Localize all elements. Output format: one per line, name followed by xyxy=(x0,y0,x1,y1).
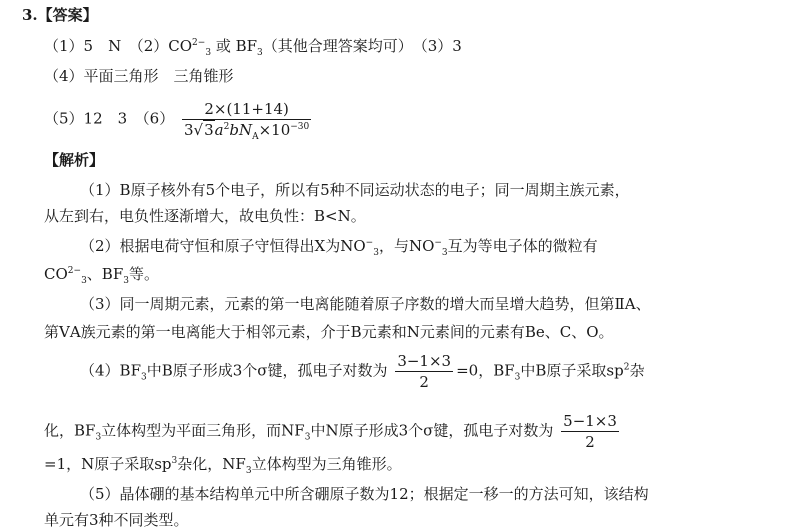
answer-q2-sup: 2− xyxy=(192,38,206,48)
den-a-exponent: 2 xyxy=(223,122,230,132)
p4-l3-sup: 3 xyxy=(171,456,178,466)
analysis-p4-line2 xyxy=(44,412,622,451)
p4-l3-text-c: 立体构型为三角锥形。 xyxy=(251,455,402,473)
p4-text-a: （4）BF xyxy=(80,361,141,380)
p4-text-c: =0，BF xyxy=(456,361,515,380)
p4-text-e: 杂 xyxy=(629,361,645,380)
analysis-p5-line1: （5）晶体硼的基本结构单元中所含硼原子数为12；根据定一移一的方法可知，该结构 xyxy=(80,485,649,503)
answer-q2-bf-sub: 3 xyxy=(257,48,263,58)
p4-text-b: 中B原子形成3个σ键，孤电子对数为 xyxy=(146,361,388,380)
p4-l2-sub-2: 3 xyxy=(304,432,311,443)
den-b-na: bN xyxy=(229,121,253,139)
den-sqrt-arg: 3 xyxy=(204,121,214,139)
p2-l2-sub-2: 3 xyxy=(123,276,129,286)
p4-fraction-1 xyxy=(395,352,453,391)
p4-l2-text-a: 化，BF xyxy=(44,421,96,440)
analysis-p3-line2: 第ⅤA族元素的第一电离能大于相邻元素，介于B元素和N元素间的元素有Be、C、O。 xyxy=(44,323,614,341)
analysis-p5-line2: 单元有3种不同类型。 xyxy=(44,511,189,529)
p2-text-c: 互为等电子体的微粒有 xyxy=(447,237,598,255)
answer-header: 3.【答案】 xyxy=(22,6,98,24)
p4-sub-2: 3 xyxy=(514,372,521,383)
analysis-p4-line3 xyxy=(44,454,402,474)
p4-sub-1: 3 xyxy=(140,372,147,383)
p2-l2-sub: 3 xyxy=(81,276,87,286)
answer-line-1 xyxy=(44,36,462,56)
p4-l2-text-c: 中N原子形成3个σ键，孤电子对数为 xyxy=(310,421,554,440)
p2-sup-1: − xyxy=(365,238,374,248)
answer-q2-sub: 3 xyxy=(205,48,212,58)
p4-l2-sub: 3 xyxy=(95,432,102,443)
answer-q1-text: （1）5 N （2）CO xyxy=(44,37,193,55)
p4-l3-sub: 3 xyxy=(245,466,252,476)
analysis-p2-line2 xyxy=(44,264,159,284)
answer-q56-text: （5）12 3 （6） xyxy=(44,109,175,128)
fraction-denominator: $3√3a^2bN_A\times 10^{-30}$ xyxy=(184,121,310,142)
p2-l2-sup: 2− xyxy=(67,266,82,276)
den-na-sub: A xyxy=(252,132,259,142)
fraction-numerator: 3−1×3 xyxy=(397,352,452,370)
answer-q6-fraction xyxy=(182,100,311,142)
den-coefficient: 3 xyxy=(184,121,194,139)
analysis-p1-line1: （1）B原子核外有5个电子，所以有5种不同运动状态的电子；同一周期主族元素， xyxy=(80,181,630,199)
p2-text-b: ，与NO xyxy=(378,237,435,255)
p2-sup-2: − xyxy=(434,238,442,248)
fraction-numerator: 5−1×3 xyxy=(563,412,617,430)
fraction-denominator: 2 xyxy=(419,373,429,391)
fraction-numerator: 2×(11+14) xyxy=(182,100,311,120)
p4-fraction-2 xyxy=(561,412,619,451)
p2-l2-text-c: 等。 xyxy=(128,265,159,283)
p2-sub-1: 3 xyxy=(373,248,379,258)
analysis-p4-line1 xyxy=(80,352,644,391)
p2-text-a: （2）根据电荷守恒和原子守恒得出X为NO xyxy=(80,237,366,255)
den-times-ten: ×10 xyxy=(258,121,291,139)
p4-text-d: 中B原子采取sp xyxy=(520,361,624,380)
answer-line-4: （4）平面三角形 三角锥形 xyxy=(44,67,234,85)
analysis-p3-line1: （3）同一周期元素，元素的第一电离能随着原子序数的增大而呈增大趋势，但第ⅡA、 xyxy=(80,295,651,313)
p4-l3-text-a: =1，N原子采取sp xyxy=(44,455,172,473)
analysis-p2-line1 xyxy=(80,236,598,256)
p2-l2-text-a: CO xyxy=(44,265,68,283)
p4-l3-text-b: 杂化，NF xyxy=(177,455,246,473)
p2-sub-2: 3 xyxy=(441,248,448,258)
analysis-header: 【解析】 xyxy=(44,151,105,169)
fraction-denominator: 2 xyxy=(585,433,595,451)
analysis-p1-line2: 从左到右，电负性逐渐增大，故电负性：B<N。 xyxy=(44,207,366,225)
p4-l2-text-b: 立体构型为平面三角形，而NF xyxy=(101,421,305,440)
answer-line-56 xyxy=(44,100,314,142)
p4-sup: 2 xyxy=(623,362,630,373)
den-ten-exponent: −30 xyxy=(290,122,310,132)
p2-l2-text-b: 、BF xyxy=(86,265,124,283)
answer-q2-tail: （其他合理答案均可） （3）3 xyxy=(262,37,462,55)
den-var-a: a xyxy=(214,121,224,139)
answer-q2-mid: 或 BF xyxy=(211,37,258,55)
